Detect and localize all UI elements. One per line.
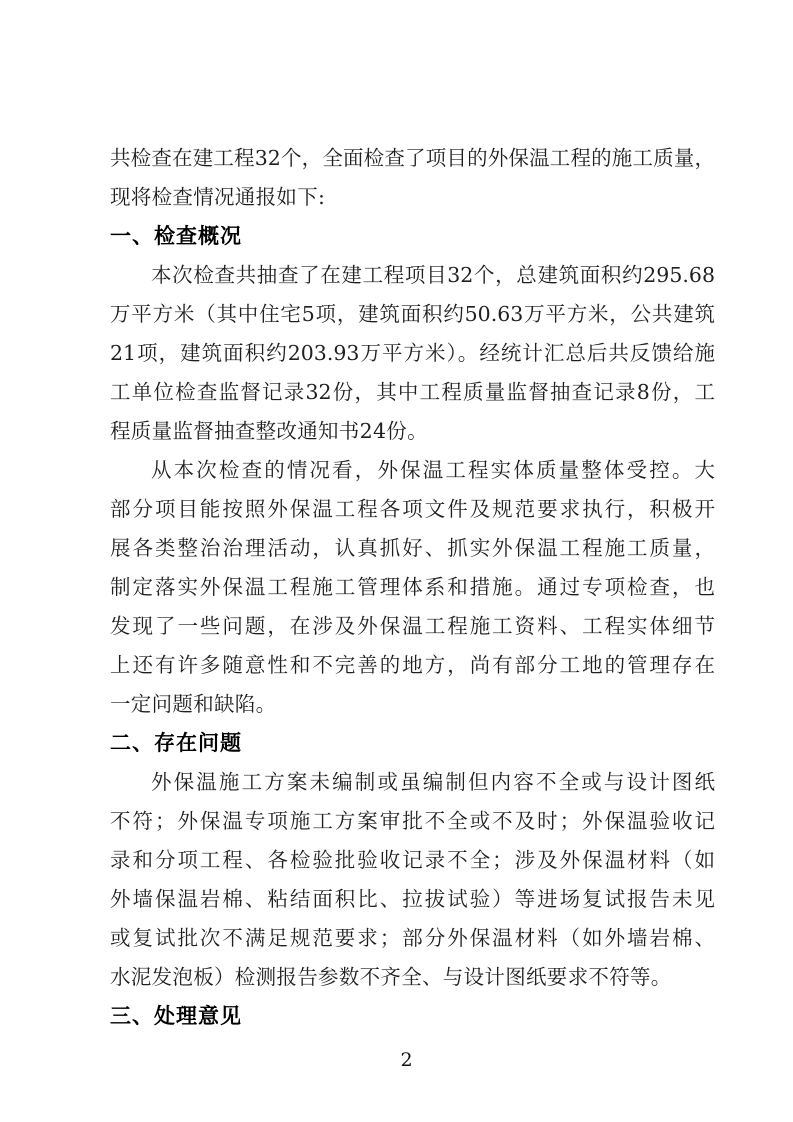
text-line: 共检查在建工程32个，全面检查了项目的外保温工程的施工质量， [110, 146, 715, 170]
document-body [110, 139, 715, 1036]
text-line: 现将检查情况通报如下: [110, 185, 326, 209]
text-line: 制定落实外保温工程施工管理体系和措施。通过专项检查，也 [110, 575, 715, 599]
text-line: 不符；外保温专项施工方案审批不全或不及时；外保温验收记 [110, 809, 715, 833]
text-line: 外保温施工方案未编制或虽编制但内容不全或与设计图纸 [151, 770, 715, 794]
text-line: 本次检查共抽查了在建工程项目32个，总建筑面积约295.68 [151, 263, 715, 287]
text-line: 一定问题和缺陷。 [110, 692, 277, 716]
text-line: 发现了一些问题，在涉及外保温工程施工资料、工程实体细节 [110, 614, 715, 638]
section-heading: 三、处理意见 [110, 1004, 242, 1028]
section-heading: 一、检查概况 [110, 224, 242, 248]
page-number: 2 [400, 1049, 413, 1071]
text-line: 水泥发泡板）检测报告参数不齐全、与设计图纸要求不符等。 [110, 965, 672, 989]
text-line: 或复试批次不满足规范要求；部分外保温材料（如外墙岩棉、 [110, 926, 715, 950]
text-line: 外墙保温岩棉、粘结面积比、拉拔试验）等进场复试报告未见 [110, 887, 715, 911]
text-line: 上还有许多随意性和不完善的地方，尚有部分工地的管理存在 [110, 653, 715, 677]
text-line: 从本次检查的情况看，外保温工程实体质量整体受控。大 [151, 458, 715, 482]
text-line: 程质量监督抽查整改通知书24份。 [110, 419, 428, 443]
text-line: 录和分项工程、各检验批验收记录不全；涉及外保温材料（如 [110, 848, 715, 872]
section-heading: 二、存在问题 [110, 731, 242, 755]
text-line: 21项，建筑面积约203.93万平方米）。经统计汇总后共反馈给施 [110, 341, 715, 365]
text-line: 部分项目能按照外保温工程各项文件及规范要求执行，积极开 [110, 497, 715, 521]
text-line: 万平方米（其中住宅5项，建筑面积约50.63万平方米，公共建筑 [110, 302, 715, 326]
text-line: 工单位检查监督记录32份，其中工程质量监督抽查记录8份，工 [110, 380, 715, 404]
text-line: 展各类整治治理活动，认真抓好、抓实外保温工程施工质量， [110, 536, 715, 560]
